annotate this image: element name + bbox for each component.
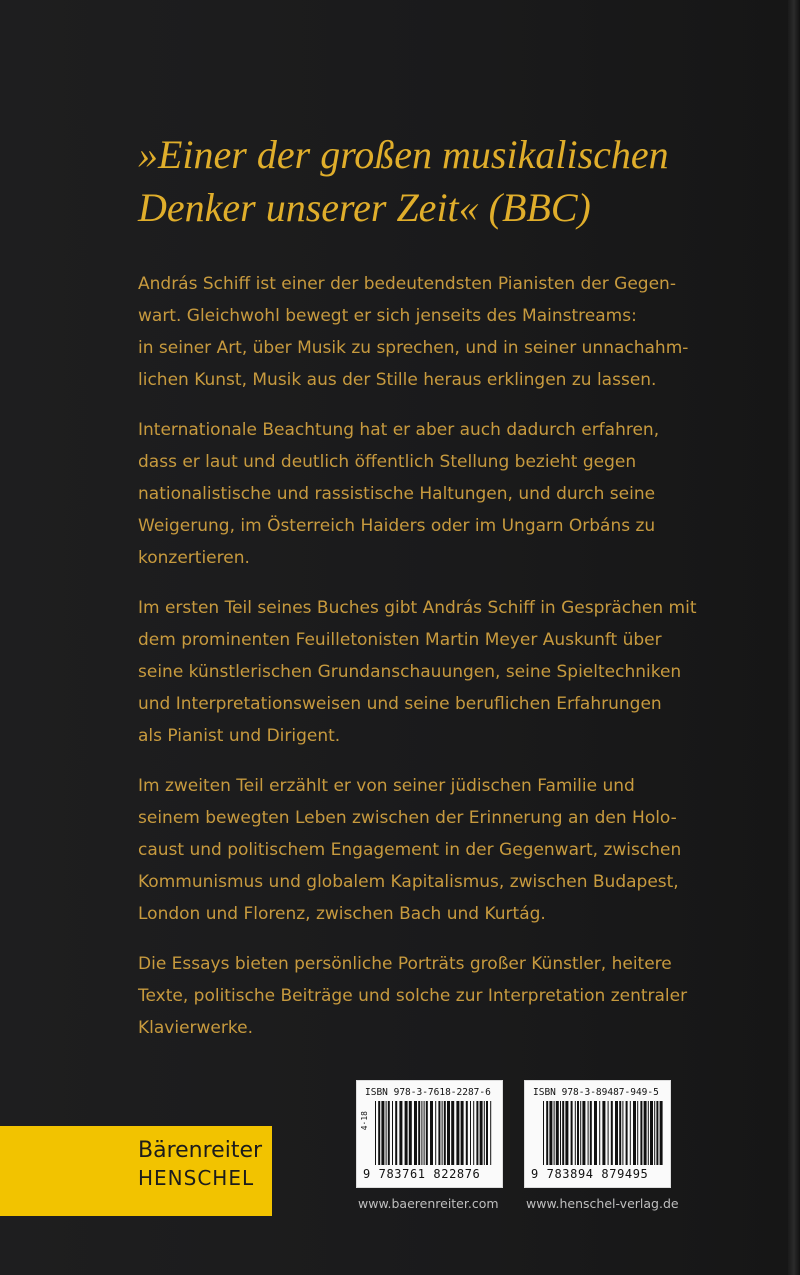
isbn-barcode [356,1080,503,1188]
blurb-line: London und Florenz, zwischen Bach und Kurtág. [138,904,546,924]
barcode-bar [430,1101,433,1165]
barcode-bar [562,1101,564,1165]
barcode-bar [473,1101,474,1165]
barcode-bar [476,1101,478,1165]
barcode-bar [565,1101,568,1165]
barcode-bar [405,1101,408,1165]
barcode-bar [484,1101,485,1165]
blurb-line: Weigerung, im Österreich Haiders oder im Ungarn Orbáns zu [138,516,656,536]
barcode-bar [615,1101,618,1165]
blurb-line: Texte, politische Beiträge und solche zur Interpretation zentraler [138,986,688,1006]
blurb-line: dass er laut und deutlich öffentlich Stellung bezieht gegen [138,452,637,472]
review-quote [138,128,758,234]
barcode-bar [656,1101,658,1165]
barcode-bar [418,1101,420,1165]
blurb-line: dem prominenten Feuilletonisten Martin Meyer Auskunft über [138,630,662,650]
blurb-line: Im ersten Teil seines Buches gibt András Schiff in Gesprächen mit [138,598,697,618]
barcode-bar [546,1101,548,1165]
isbn-label: ISBN 978-3-89487-949-5 [533,1087,659,1098]
barcode-bar [421,1101,422,1165]
blurb-line: konzertieren. [138,548,250,568]
barcode-bar [622,1101,623,1165]
publisher-url[interactable]: www.henschel-verlag.de [526,1196,679,1211]
barcode-bar [466,1101,468,1165]
barcode-bar [395,1101,397,1165]
blurb-line: lichen Kunst, Musik aus der Stille heraus erklingen zu lassen. [138,370,657,390]
barcode-bar [594,1101,597,1165]
barcode-bar [640,1101,642,1165]
barcode-digits: 9 783761 822876 [363,1167,481,1181]
barcode-bar [577,1101,579,1165]
barcode-bar [409,1101,412,1165]
barcode-bar [461,1101,464,1165]
blurb-paragraph [138,770,698,930]
quote-line: »Einer der großen musikalischen [138,132,669,177]
barcode-bar [590,1101,592,1165]
blurb-line: András Schiff ist einer der bedeutendsten Pianisten der Gegen- [138,274,676,294]
barcode-bar [399,1101,402,1165]
barcode-bar [588,1101,589,1165]
barcode-bar [554,1101,555,1165]
barcode-bar [442,1101,443,1165]
barcode-bar [438,1101,440,1165]
barcode-bar [480,1101,483,1165]
barcode-bar [560,1101,561,1165]
barcode-bar [378,1101,380,1165]
barcode-bar [486,1101,488,1165]
barcode-bar [602,1101,605,1165]
barcode-bar [388,1101,390,1165]
blurb-line: als Pianist und Dirigent. [138,726,341,746]
barcode-bar [582,1101,585,1165]
barcode-bar [549,1101,552,1165]
barcode-bar [660,1101,663,1165]
barcode-bar [599,1101,600,1165]
barcode-bar [426,1101,428,1165]
barcode-bar [375,1101,376,1165]
barcode-bar [444,1101,446,1165]
blurb-line: Im zweiten Teil erzählt er von seiner jüdischen Familie und [138,776,635,796]
barcode-bar [381,1101,384,1165]
blurb-text [138,268,698,1062]
blurb-paragraph [138,414,698,574]
publisher-imprint: HENSCHEL [138,1166,255,1190]
barcode-bar [386,1101,387,1165]
barcode-bar [630,1101,631,1165]
blurb-line: wart. Gleichwohl bewegt er sich jenseits des Mainstreams: [138,306,637,326]
barcode-bar [650,1101,653,1165]
barcode-bar [644,1101,647,1165]
blurb-line: Internationale Beachtung hat er aber auch dadurch erfahren, [138,420,660,440]
barcode-bar [648,1101,649,1165]
quote-line: Denker unserer Zeit« (BBC) [138,185,591,230]
barcode-bar [451,1101,454,1165]
barcode-bar [543,1101,544,1165]
barcode-bar [424,1101,425,1165]
barcode-bar [611,1101,613,1165]
blurb-line: caust und politischem Engagement in der Gegenwart, zwischen [138,840,682,860]
barcode-bar [575,1101,576,1165]
barcode-bar [490,1101,491,1165]
blurb-line: Kommunismus und globalem Kapitalismus, zwischen Budapest, [138,872,679,892]
barcode-bars [375,1101,495,1165]
barcode-side-code: 4·18 [360,1111,369,1131]
barcode-bar [470,1101,471,1165]
barcode-bar [571,1101,573,1165]
isbn-label: ISBN 978-3-7618-2287-6 [365,1087,491,1098]
blurb-paragraph [138,592,698,752]
cover-spine-edge [788,0,800,1275]
barcode-bar [580,1101,581,1165]
barcode-bar [633,1101,636,1165]
blurb-line: Klavierwerke. [138,1018,253,1038]
publisher-name: Bärenreiter [138,1138,263,1163]
barcode-bar [556,1101,559,1165]
blurb-paragraph [138,268,698,396]
blurb-line: seinem bewegten Leben zwischen der Erinnerung an den Holo- [138,808,677,828]
blurb-line: nationalistische und rassistische Haltungen, und durch seine [138,484,656,504]
barcode-bar [392,1101,393,1165]
publisher-url[interactable]: www.baerenreiter.com [358,1196,499,1211]
barcode-bar [626,1101,628,1165]
barcode-bar [447,1101,450,1165]
barcode-bar [608,1101,609,1165]
barcode-bar [414,1101,417,1165]
isbn-barcode [524,1080,671,1188]
blurb-line: seine künstlerischen Grundanschauungen, seine Spieltechniken [138,662,682,682]
blurb-paragraph [138,948,698,1044]
barcode-bar [435,1101,436,1165]
blurb-line: in seiner Art, über Musik zu sprechen, und in seiner unnachahm- [138,338,689,358]
barcode-bar [456,1101,459,1165]
barcode-digits: 9 783894 879495 [531,1167,649,1181]
blurb-line: und Interpretationsweisen und seine beruflichen Erfahrungen [138,694,662,714]
barcode-bar [619,1101,621,1165]
barcode-bar [654,1101,655,1165]
barcode-bars [543,1101,663,1165]
barcode-bar [637,1101,638,1165]
blurb-line: Die Essays bieten persönliche Porträts großer Künstler, heitere [138,954,672,974]
